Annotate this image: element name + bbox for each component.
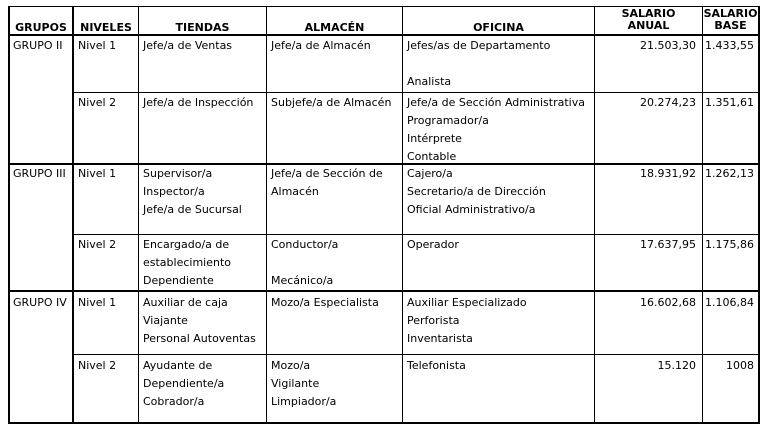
row-nivel: Nivel 1 xyxy=(78,39,117,52)
row-salario-anual: 16.602,68 xyxy=(640,296,696,309)
col-divider-niveles xyxy=(72,6,74,424)
row-almacen: Jefe/a de Sección de Almacén xyxy=(271,167,383,198)
row-oficina: Telefonista xyxy=(407,359,466,372)
row-salario-anual: 20.274,23 xyxy=(640,96,696,109)
row-salario-base: 1.262,13 xyxy=(705,167,754,180)
table-border-left xyxy=(8,6,10,424)
header-oficina: OFICINA xyxy=(473,21,524,34)
row-salario-base: 1.351,61 xyxy=(705,96,754,109)
row-salario-anual: 21.503,30 xyxy=(640,39,696,52)
col-divider-tiendas xyxy=(138,6,139,424)
row-nivel: Nivel 1 xyxy=(78,167,117,180)
row-salario-anual: 15.120 xyxy=(657,359,696,372)
salary-table xyxy=(8,6,760,424)
row-tiendas: Encargado/a de establecimiento Dependiente xyxy=(143,238,232,287)
row-almacen: Mozo/a Vigilante Limpiador/a xyxy=(271,359,337,408)
row-salario-base: 1.433,55 xyxy=(705,39,754,52)
row-divider-g3 xyxy=(72,234,760,235)
row-salario-anual: 17.637,95 xyxy=(640,238,696,251)
header-salario-anual: SALARIO ANUAL xyxy=(621,7,676,32)
row-oficina: Cajero/a Secretario/a de Dirección Oficial Administrativo/a xyxy=(407,167,546,216)
header-salario-base: SALARIO BASE xyxy=(703,7,758,32)
row-oficina: Jefe/a de Sección Administrativa Programador/a Intérprete Contable xyxy=(407,96,585,163)
col-divider-almacen xyxy=(266,6,267,424)
row-oficina: Operador xyxy=(407,238,459,251)
row-divider-g2 xyxy=(72,92,760,93)
row-tiendas: Jefe/a de Inspección xyxy=(143,96,254,109)
table-border-right xyxy=(758,6,760,424)
row-grupo: GRUPO IV xyxy=(13,296,67,309)
row-tiendas: Supervisor/a Inspector/a Jefe/a de Sucursal xyxy=(143,167,242,216)
row-salario-base: 1.106,84 xyxy=(705,296,754,309)
header-divider xyxy=(8,34,760,36)
row-almacen: Subjefe/a de Almacén xyxy=(271,96,392,109)
header-tiendas: TIENDAS xyxy=(175,21,230,34)
header-niveles: NIVELES xyxy=(80,21,132,34)
row-nivel: Nivel 1 xyxy=(78,296,117,309)
group-divider-g4 xyxy=(8,290,760,292)
header-almacen: ALMACÉN xyxy=(304,21,365,34)
row-almacen: Jefe/a de Almacén xyxy=(271,39,371,52)
col-divider-oficina xyxy=(402,6,403,424)
table-border-bottom xyxy=(8,422,760,424)
row-tiendas: Ayudante de Dependiente/a Cobrador/a xyxy=(143,359,225,408)
row-tiendas: Auxiliar de caja Viajante Personal Autoventas xyxy=(143,296,256,345)
row-nivel: Nivel 2 xyxy=(78,359,117,372)
row-grupo: GRUPO II xyxy=(13,39,63,52)
row-salario-base: 1.175,86 xyxy=(705,238,754,251)
row-oficina: Jefes/as de Departamento Analista xyxy=(407,39,551,88)
row-almacen: Conductor/a Mecánico/a xyxy=(271,238,339,287)
row-almacen: Mozo/a Especialista xyxy=(271,296,379,309)
row-divider-g4 xyxy=(72,354,760,355)
row-oficina: Auxiliar Especializado Perforista Inventarista xyxy=(407,296,527,345)
row-nivel: Nivel 2 xyxy=(78,96,117,109)
row-salario-base: 1008 xyxy=(726,359,754,372)
row-tiendas: Jefe/a de Ventas xyxy=(143,39,233,52)
header-grupos: GRUPOS xyxy=(15,21,67,34)
row-salario-anual: 18.931,92 xyxy=(640,167,696,180)
row-nivel: Nivel 2 xyxy=(78,238,117,251)
row-grupo: GRUPO III xyxy=(13,167,66,180)
